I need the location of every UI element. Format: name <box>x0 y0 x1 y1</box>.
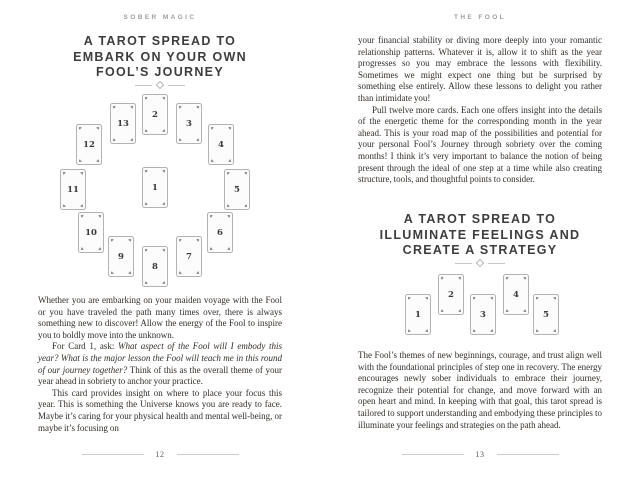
chapter-title <box>0 34 320 81</box>
paragraph-italic-question: What aspect of the Fool will I embody this year? What is the major lesson the Fool will teach me in this round of our journey together? <box>38 341 283 375</box>
chapter-title-line: EMBARK ON YOUR OWN <box>73 49 247 64</box>
chapter-title-line: A TAROT SPREAD TO <box>83 34 237 48</box>
card-number: 4 <box>218 139 224 150</box>
tarot-spread-circle-diagram <box>0 88 320 295</box>
section-title-line: ILLUMINATE FEELINGS AND <box>379 227 581 242</box>
body-text-left <box>38 295 282 434</box>
running-head-right: THE FOOL <box>453 14 507 21</box>
footer-rule <box>402 454 464 455</box>
card-number: 1 <box>152 182 158 193</box>
footer-rule <box>177 454 239 455</box>
body-text-right-bottom <box>358 350 602 431</box>
body-text-right-top <box>358 35 602 186</box>
running-head-left: SOBER MAGIC <box>123 14 197 21</box>
card-number: 3 <box>480 309 486 320</box>
tarot-card-1 <box>142 167 168 208</box>
card-number: 13 <box>117 118 129 129</box>
tarot-card-2 <box>438 274 464 315</box>
page-number: 12 <box>155 450 165 459</box>
paragraph: your financial stability or diving more deeply into your romantic relationship patterns. Whatever it is, allow it to shift as the year progresses so you may embrace the lessons with flexibility. Sometimes we might expect one thing but be surprised by something else entirely. Allow these lessons to delight you rather than intimidate you! <box>358 35 602 103</box>
card-number: 12 <box>83 139 95 150</box>
tarot-card-12 <box>76 124 102 165</box>
card-number: 8 <box>152 261 158 272</box>
page-right <box>320 0 640 480</box>
chapter-title-line: FOOL’S JOURNEY <box>96 65 224 79</box>
tarot-card-7 <box>176 236 202 277</box>
card-number: 5 <box>543 309 549 320</box>
footer-rule <box>497 454 559 455</box>
tarot-card-10 <box>78 212 104 253</box>
tarot-card-3 <box>176 103 202 144</box>
card-number: 7 <box>186 251 192 262</box>
section-title-line: CREATE A STRATEGY <box>402 243 558 257</box>
card-number: 2 <box>152 109 158 120</box>
divider-rule <box>168 85 185 86</box>
section-title <box>320 212 640 259</box>
card-number: 2 <box>448 289 454 300</box>
paragraph-lead: For Card 1, ask: <box>52 341 119 352</box>
card-number: 10 <box>85 227 97 238</box>
paragraph: Pull twelve more cards. Each one offers insight into the details of the energetic theme for the corresponding month in the year ahead. This is your road map of the possibilities and potential for your personal Fool’s Journey through sobriety over the coming months! I think it’s very important to balance the notion of being present through the ideal of one step at a time while also creating structure, tools, and thoughtful points to consider. <box>358 104 602 185</box>
tarot-card-13 <box>110 103 136 144</box>
section-title-line: A TAROT SPREAD TO <box>403 212 557 226</box>
card-number: 11 <box>67 184 79 195</box>
tarot-card-3 <box>470 294 496 335</box>
footer-rule <box>82 454 144 455</box>
page-number: 13 <box>475 450 485 459</box>
tarot-card-1 <box>405 294 431 335</box>
divider-rule <box>455 263 472 264</box>
tarot-card-11 <box>60 169 86 210</box>
tarot-card-2 <box>142 94 168 135</box>
divider-rule <box>488 263 505 264</box>
page-footer-right <box>320 450 640 459</box>
diamond-icon <box>476 259 484 267</box>
card-number: 3 <box>186 118 192 129</box>
divider-ornament <box>320 260 640 266</box>
paragraph <box>38 341 282 387</box>
tarot-card-8 <box>142 246 168 287</box>
paragraph: Whether you are embarking on your maiden voyage with the Fool or you have traveled the path many times over, there is always something new to discover! Allow the energy of the Fool to inspire you to boldly move into the unknown. <box>38 295 282 340</box>
card-number: 9 <box>118 251 124 262</box>
tarot-card-4 <box>503 274 529 315</box>
card-number: 1 <box>415 309 421 320</box>
card-number: 6 <box>217 227 223 238</box>
card-number: 5 <box>234 184 240 195</box>
tarot-card-5 <box>224 169 250 210</box>
paragraph-tail: Think of this as the overall theme of your year ahead in sobriety to anchor your practice. <box>38 364 282 387</box>
card-number: 4 <box>513 289 519 300</box>
tarot-card-4 <box>208 124 234 165</box>
tarot-spread-five-card-diagram <box>320 272 640 336</box>
paragraph: The Fool’s themes of new beginnings, courage, and trust align well with the foundational principles of step one in recovery. The energy encourages newly sober individuals to embrace their journey, recognize their potential for change, and move forward with an open heart and mind. In keeping with that goal, this tarot spread is tailored to support understanding and embodying these principles to illuminate your feelings and strategies on the path ahead. <box>358 350 602 430</box>
divider-rule <box>135 85 152 86</box>
tarot-card-9 <box>108 236 134 277</box>
paragraph: This card provides insight on where to place your focus this year. This is something the Universe knows you are ready to face. Maybe it’s caring for your physical health and mental well-being, or maybe it’s focusing on <box>38 387 282 433</box>
tarot-card-6 <box>207 212 233 253</box>
page-footer-left <box>0 450 320 459</box>
tarot-card-5 <box>533 294 559 335</box>
